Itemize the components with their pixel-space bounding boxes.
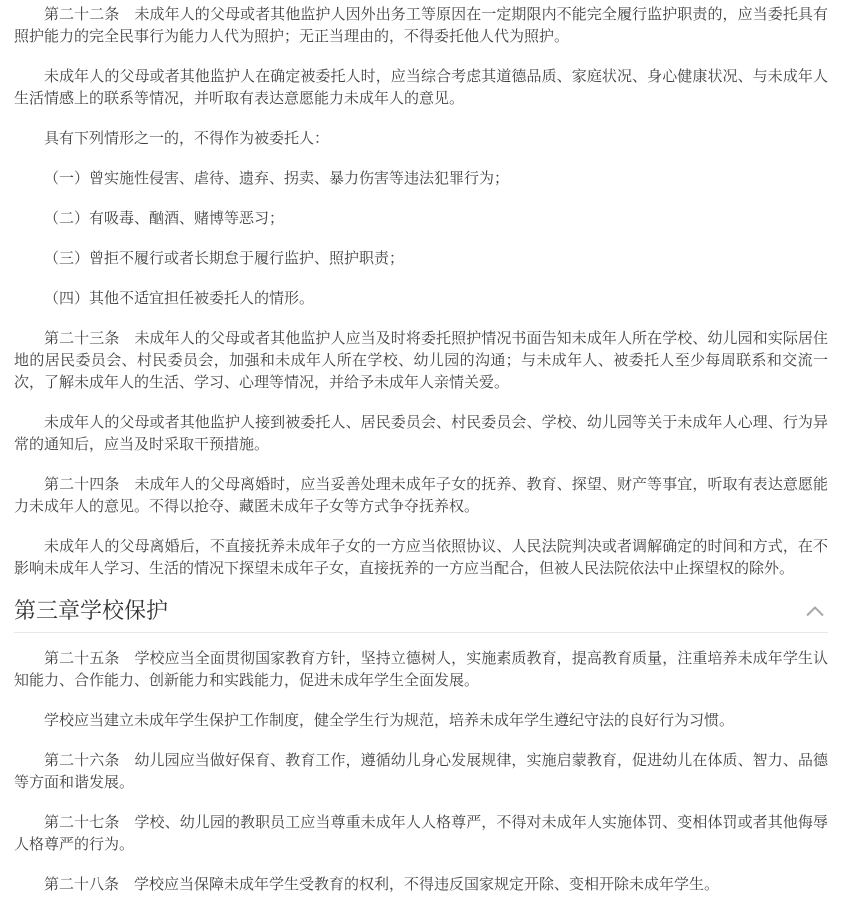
article-28-paragraph-1: 第二十八条 学校应当保障未成年学生受教育的权利，不得违反国家规定开除、变相开除未成年学生。 [44, 876, 720, 893]
article-22-paragraph-1: 第二十二条 未成年人的父母或者其他监护人因外出务工等原因在一定期限内不能完全履行监护职责的，应当委托具有照护能力的完全民事行为能力人代为照护；无正当理由的，不得委托他人代为照护。 [14, 6, 828, 45]
article-22-item-3: （三）曾拒不履行或者长期怠于履行监护、照护职责； [44, 250, 405, 267]
chapter-title: 第三章学校保护 [14, 598, 169, 623]
article-24-paragraph-2: 未成年人的父母离婚后，不直接抚养未成年子女的一方应当依照协议、人民法院判决或者调解确定的时间和方式，在不影响未成年人学习、生活的情况下探望未成年子女，直接抚养的一方应当配合，但被人民法院依法中止探望权的除外。 [14, 538, 828, 577]
article-25-paragraph-2: 学校应当建立未成年学生保护工作制度，健全学生行为规范，培养未成年学生遵纪守法的良好行为习惯。 [44, 712, 735, 729]
article-25-paragraph-1: 第二十五条 学校应当全面贯彻国家教育方针，坚持立德树人，实施素质教育，提高教育质量，注重培养未成年学生认知能力、合作能力、创新能力和实践能力，促进未成年学生全面发展。 [14, 650, 828, 689]
article-22-item-1: （一）曾实施性侵害、虐待、遗弃、拐卖、暴力伤害等违法犯罪行为； [44, 170, 510, 187]
article-22-item-2: （二）有吸毒、酗酒、赌博等恶习； [44, 210, 285, 227]
article-22-paragraph-2: 未成年人的父母或者其他监护人在确定被委托人时，应当综合考虑其道德品质、家庭状况、身心健康状况、与未成年人生活情感上的联系等情况，并听取有表达意愿能力未成年人的意见。 [14, 68, 828, 107]
article-24-paragraph-1: 第二十四条 未成年人的父母离婚时，应当妥善处理未成年子女的抚养、教育、探望、财产等事宜，听取有表达意愿能力未成年人的意见。不得以抢夺、藏匿未成年子女等方式争夺抚养权。 [14, 476, 828, 515]
school-protection-articles-section [14, 648, 828, 896]
article-22-paragraph-3: 具有下列情形之一的，不得作为被委托人： [44, 130, 330, 147]
section-divider [14, 632, 828, 633]
chevron-up-icon[interactable] [804, 603, 826, 619]
article-23-paragraph-1: 第二十三条 未成年人的父母或者其他监护人应当及时将委托照护情况书面告知未成年人所在学校、幼儿园和实际居住地的居民委员会、村民委员会，加强和未成年人所在学校、幼儿园的沟通；与未成年人、被委托人至少每周联系和交流一次，了解未成年人的生活、学习、心理等情况，并给予未成年人亲情关爱。 [14, 330, 828, 391]
article-23-paragraph-2: 未成年人的父母或者其他监护人接到被委托人、居民委员会、村民委员会、学校、幼儿园等关于未成年人心理、行为异常的通知后，应当及时采取干预措施。 [14, 414, 828, 453]
article-27-paragraph-1: 第二十七条 学校、幼儿园的教职员工应当尊重未成年人人格尊严，不得对未成年人实施体罚、变相体罚或者其他侮辱人格尊严的行为。 [14, 814, 828, 853]
article-26-paragraph-1: 第二十六条 幼儿园应当做好保育、教育工作，遵循幼儿身心发展规律，实施启蒙教育，促进幼儿在体质、智力、品德等方面和谐发展。 [14, 752, 828, 791]
guardianship-articles-section [14, 4, 828, 580]
chapter-heading-row [14, 598, 828, 624]
article-22-item-4: （四）其他不适宜担任被委托人的情形。 [44, 290, 315, 307]
